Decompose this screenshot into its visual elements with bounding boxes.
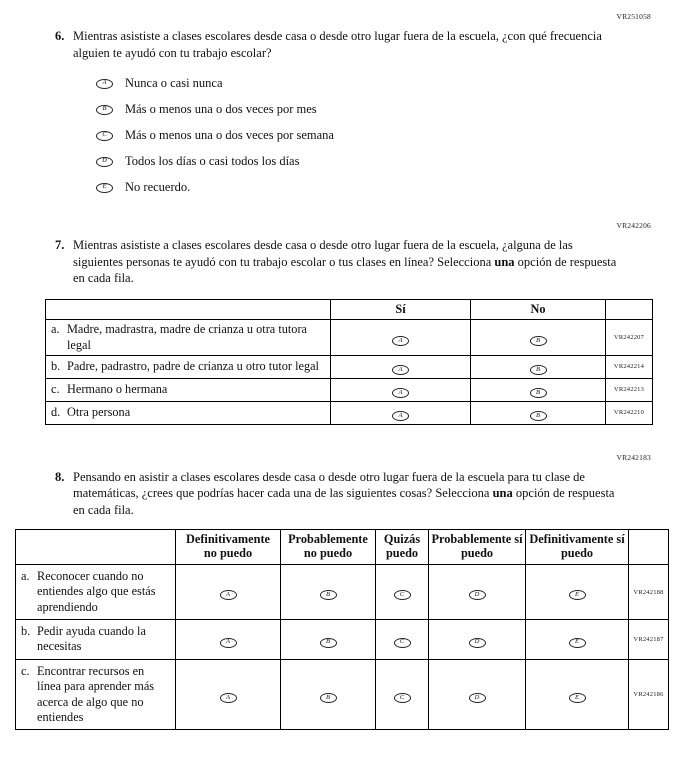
question-8 bbox=[55, 469, 683, 519]
q6-option-e-label: No recuerdo. bbox=[125, 180, 191, 194]
q7-text-after: opción de respuesta en cada fila. bbox=[73, 254, 617, 285]
q8-row-a-cell-1 bbox=[176, 565, 281, 620]
q7-row-a bbox=[46, 320, 653, 356]
question-7-number: 7. bbox=[55, 238, 65, 252]
q7-header-row bbox=[46, 299, 653, 320]
q8-row-a-cell-5 bbox=[526, 565, 629, 620]
q8-row-a-bubble-b[interactable]: B bbox=[320, 590, 337, 600]
q7-row-a-no-cell bbox=[471, 320, 606, 356]
q8-row-c-cell-1 bbox=[176, 659, 281, 729]
q8-row-b-bubble-d[interactable]: D bbox=[469, 638, 486, 648]
q8-row-a-cell-4 bbox=[429, 565, 526, 620]
q8-header-empty bbox=[16, 530, 176, 565]
q7-row-b-no-cell bbox=[471, 355, 606, 378]
q6-option-d-label: Todos los días o casi todos los días bbox=[125, 154, 300, 168]
q7-row-b-bubble-no[interactable]: B bbox=[530, 365, 547, 375]
q8-row-a-label: a. Reconocer cuando no entiendes algo que estás aprendiendo bbox=[16, 565, 176, 620]
q7-row-b bbox=[46, 355, 653, 378]
question-8-number: 8. bbox=[55, 469, 65, 484]
q6-answer-bubble-e[interactable]: E bbox=[96, 183, 113, 193]
q7-row-d-no-cell bbox=[471, 401, 606, 424]
question-6 bbox=[55, 28, 683, 61]
q6-option-e bbox=[96, 180, 683, 195]
q7-row-c-bubble-no[interactable]: B bbox=[530, 388, 547, 398]
q7-row-c-no-cell bbox=[471, 378, 606, 401]
q8-row-c-bubble-b[interactable]: B bbox=[320, 693, 337, 703]
q6-option-d bbox=[96, 154, 683, 169]
q8-row-a-code: VR242188 bbox=[629, 565, 669, 620]
q8-response-table bbox=[15, 529, 669, 730]
question-7 bbox=[55, 237, 683, 287]
q8-row-b-bubble-c[interactable]: C bbox=[394, 638, 411, 648]
q8-header-col-4: Probablemente sí puedo bbox=[429, 530, 526, 565]
q7-row-a-bubble-si[interactable]: A bbox=[392, 336, 409, 346]
q8-row-c-bubble-d[interactable]: D bbox=[469, 693, 486, 703]
q8-row-c-cell-2 bbox=[281, 659, 376, 729]
q8-row-b-cell-1 bbox=[176, 620, 281, 660]
question-8-text bbox=[73, 469, 618, 519]
q6-option-c-label: Más o menos una o dos veces por semana bbox=[125, 128, 334, 142]
q6-option-b-label: Más o menos una o dos veces por mes bbox=[125, 102, 317, 116]
q8-row-c-bubble-c[interactable]: C bbox=[394, 693, 411, 703]
q8-row-b-cell-2 bbox=[281, 620, 376, 660]
q7-row-b-bubble-si[interactable]: A bbox=[392, 365, 409, 375]
q7-row-a-bubble-no[interactable]: B bbox=[530, 336, 547, 346]
q8-header-col-3: Quizás puedo bbox=[376, 530, 429, 565]
q8-row-b-bubble-b[interactable]: B bbox=[320, 638, 337, 648]
q8-row-a-cell-2 bbox=[281, 565, 376, 620]
q7-row-b-si-cell bbox=[331, 355, 471, 378]
q7-header-code-empty bbox=[606, 299, 653, 320]
q6-option-a bbox=[96, 76, 683, 91]
q8-header-col-2: Probablemente no puedo bbox=[281, 530, 376, 565]
q8-row-a-bubble-a[interactable]: A bbox=[220, 590, 237, 600]
q7-row-d bbox=[46, 401, 653, 424]
question-7-code: VR242206 bbox=[616, 221, 651, 230]
q7-row-a-code: VR242207 bbox=[606, 320, 653, 356]
q7-row-b-code: VR242214 bbox=[606, 355, 653, 378]
q8-row-c-code: VR242186 bbox=[629, 659, 669, 729]
q8-row-b-bubble-e[interactable]: E bbox=[569, 638, 586, 648]
q7-header-no: No bbox=[471, 299, 606, 320]
question-6-number: 6. bbox=[55, 29, 65, 43]
q7-header-si: Sí bbox=[331, 299, 471, 320]
q8-row-b-cell-3 bbox=[376, 620, 429, 660]
q6-answer-bubble-d[interactable]: D bbox=[96, 157, 113, 167]
q8-row-b-cell-5 bbox=[526, 620, 629, 660]
q7-row-c-bubble-si[interactable]: A bbox=[392, 388, 409, 398]
q8-text-before: Pensando en asistir a clases escolares desde casa o desde otro lugar fuera de la escuela para tu clase de matemáticas, ¿crees que podrías hacer cada una de las siguientes cosas? Selecciona bbox=[73, 469, 585, 501]
q8-row-c-bubble-a[interactable]: A bbox=[220, 693, 237, 703]
q8-row-b-bubble-a[interactable]: A bbox=[220, 638, 237, 648]
question-7-text bbox=[73, 237, 618, 287]
q7-row-c bbox=[46, 378, 653, 401]
q8-text-after: opción de respuesta en cada fila. bbox=[73, 486, 615, 517]
q8-row-b-label: b. Pedir ayuda cuando la necesitas bbox=[16, 620, 176, 660]
q8-row-c-cell-3 bbox=[376, 659, 429, 729]
q8-row-a-bubble-e[interactable]: E bbox=[569, 590, 586, 600]
question-6-text: Mientras asististe a clases escolares desde casa o desde otro lugar fuera de la escuela, ¿con qué frecuencia alguien te ayudó con tu trabajo escolar? bbox=[73, 29, 602, 60]
q6-answer-bubble-c[interactable]: C bbox=[96, 131, 113, 141]
q6-option-c bbox=[96, 128, 683, 143]
q8-row-a-cell-3 bbox=[376, 565, 429, 620]
q6-option-a-label: Nunca o casi nunca bbox=[125, 76, 223, 90]
q8-row-c-bubble-e[interactable]: E bbox=[569, 693, 586, 703]
q8-row-b-cell-4 bbox=[429, 620, 526, 660]
q8-header-col-1: Definitivamente no puedo bbox=[176, 530, 281, 565]
q7-row-d-label: d. Otra persona bbox=[46, 401, 331, 424]
q8-row-c bbox=[16, 659, 669, 729]
q7-response-table bbox=[45, 299, 653, 425]
q8-row-b-code: VR242187 bbox=[629, 620, 669, 660]
q8-row-c-cell-5 bbox=[526, 659, 629, 729]
q7-header-empty bbox=[46, 299, 331, 320]
q7-row-c-si-cell bbox=[331, 378, 471, 401]
q8-row-a-bubble-c[interactable]: C bbox=[394, 590, 411, 600]
q7-row-a-label: a. Madre, madrastra, madre de crianza u otra tutora legal bbox=[46, 320, 331, 356]
q8-row-c-label: c. Encontrar recursos en línea para aprender más acerca de algo que no entiendes bbox=[16, 659, 176, 729]
q8-row-a-bubble-d[interactable]: D bbox=[469, 590, 486, 600]
q8-row-b bbox=[16, 620, 669, 660]
q7-row-d-code: VR242210 bbox=[606, 401, 653, 424]
q8-text-bold: una bbox=[492, 486, 513, 501]
q8-row-c-cell-4 bbox=[429, 659, 526, 729]
q8-header-row bbox=[16, 530, 669, 565]
q8-row-a bbox=[16, 565, 669, 620]
question-6-code: VR251058 bbox=[616, 12, 651, 21]
q6-option-b bbox=[96, 102, 683, 117]
q7-row-c-code: VR242213 bbox=[606, 378, 653, 401]
q7-text-bold: una bbox=[494, 254, 515, 269]
q6-answer-bubble-b[interactable]: B bbox=[96, 105, 113, 115]
q6-answer-bubble-a[interactable]: A bbox=[96, 79, 113, 89]
q7-row-d-bubble-si[interactable]: A bbox=[392, 411, 409, 421]
q7-row-d-bubble-no[interactable]: B bbox=[530, 411, 547, 421]
q7-text-before: Mientras asististe a clases escolares desde casa o desde otro lugar fuera de la escuela, ¿alguna de las siguientes personas te ayudó con tu trabajo escolar o tus clases en línea? Selecciona bbox=[73, 238, 573, 269]
q8-header-code-empty bbox=[629, 530, 669, 565]
q7-row-c-label: c. Hermano o hermana bbox=[46, 378, 331, 401]
q8-header-col-5: Definitivamente sí puedo bbox=[526, 530, 629, 565]
q7-row-b-label: b. Padre, padrastro, padre de crianza u otro tutor legal bbox=[46, 355, 331, 378]
q7-row-d-si-cell bbox=[331, 401, 471, 424]
question-6-options bbox=[96, 76, 683, 195]
q7-row-a-si-cell bbox=[331, 320, 471, 356]
question-8-code: VR242183 bbox=[616, 452, 651, 462]
